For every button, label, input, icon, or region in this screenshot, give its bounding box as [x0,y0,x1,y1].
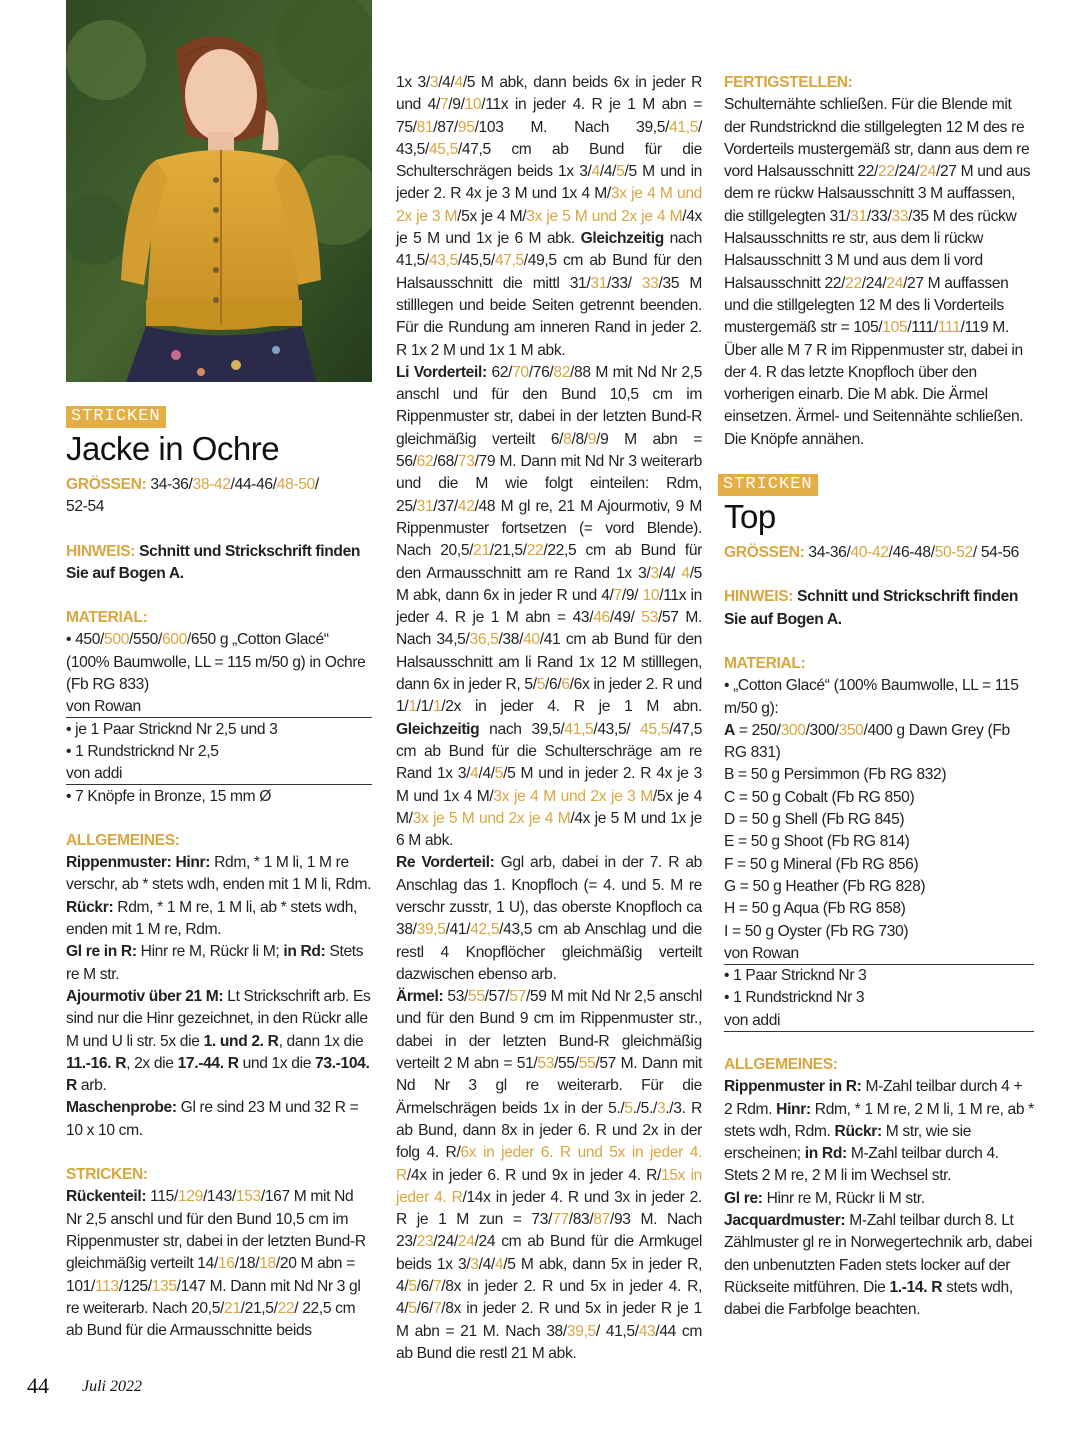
allgemeines-text-jacke: Rippenmuster: Hinr: Rdm, * 1 M li, 1 M re verschr, ab * stets wdh, enden mit 1 M li, Rdm. Rückr: Rdm, * 1 M re, 1 M li, ab * stets wdh, enden mit 1 M re, Rdm. Gl re in R: Hinr re M, Rückr li M; in Rd: Stets re M str. Ajourmotiv über 21 M: Lt Strickschrift arb. Es sind nur die Hinr gezeichnet, in den Rückr alle M und U li str. 5x die 1. und 2. R, dann 1x die 11.-16. R, 2x die 17.-44. R und 1x die 73.-104. R arb. Maschenprobe: Gl re sind 23 M und 32 R = 10 x 10 cm. [66,854,372,1139]
buttons-jacke: • 7 Knöpfe in Bronze, 15 mm Ø [66,787,272,805]
column-middle [396,72,702,1365]
sizes-jacke: GRÖSSEN: 34-36/38-42/44-46/48-50/ 52-54 [66,476,319,516]
color-a-top: A = 250/300/300/350/400 g Dawn Grey (Fb RG 831) [724,721,1010,762]
yarn-intro-top: • „Cotton Glacé“ (100% Baumwolle, LL = 115 m/50 g): [724,677,1019,717]
allgemeines-heading-top: ALLGEMEINES: [724,1055,838,1073]
needle-1-jacke: • je 1 Paar Stricknd Nr 2,5 und 3 [66,720,278,738]
color-e-top: E = 50 g Shoot (Fb RG 814) [724,833,910,851]
column-right [724,72,1034,1322]
color-h-top: H = 50 g Aqua (Fb RG 858) [724,900,906,918]
material-text-jacke: • 450/500/550/600/650 g „Cotton Glacé“ (100% Baumwolle, LL = 115 m/50 g) in Ochre (Fb RG 833) [66,631,366,694]
hinweis-jacke: HINWEIS: Schnitt und Strickschrift finden Sie auf Bogen A. [66,542,361,582]
rueckenteil-text: Rückenteil: 115/129/143/153/167 M mit Nd Nr 2,5 anschl und für den Bund 10,5 cm im Rippenmuster str, dabei in der letzten Bund-R gleichmäßig verteilt 14/16/18/18/20 M abn = 101/113/125/135/147 M. Dann mit Nd Nr 3 gl re weiterarb. Nach 20,5/21/21,5/22/ 22,5 cm ab Bund für die Armausschnitte beids [66,1188,366,1340]
aermel-text: Ärmel: 53/55/57/57/59 M mit Nd Nr 2,5 anschl und für den Bund 9 cm im Rippenmuster str., dabei in der letzten Bund-R gleichmäßig verteilt 2 M abn = 51/53/55/55/57 M. Dann mit Nd Nr 3 gl re weiterarb. Für die Ärmelschrägen beids 1x in der 5./5./5./3./3. R ab Bund, dann 8x in jeder 6. R und 2x in der folg 4. R/6x in jeder 6. R und 5x in jeder 4. R/4x in jeder 6. R und 9x in jeder 4. R/15x in jeder 4. R/14x in jeder 4. R und 3x in jeder 2. R je 1 M zun = 73/77/83/87/93 M. Nach 23/23/24/24/24 cm ab Bund für die Armkugel beids 1x 3/3/4/4/5 M abk, dann 5x in jeder R, 4/5/6/7/8x in jeder 2. R und 5x in jeder 4. R, 4/5/6/7/8x in jeder 2. R und 5x in jeder R je 1 M abn = 21 M. Nach 38/39,5/ 41,5/43/44 cm ab Bund die restl 21 M abk. [396,988,703,1362]
allgemeines-heading-jacke: ALLGEMEINES: [66,831,180,849]
color-i-top: I = 50 g Oyster (Fb RG 730) [724,922,909,940]
re-vorderteil-text: Re Vorderteil: Ggl arb, dabei in der 7. R ab Anschlag das 1. Knopfloch (= 4. und 5. M re verschr zusstr, 1 U), das oberste Knopfloch ca 38/39,5/41/42,5/43,5 cm ab Anschlag und die restl 4 Knopflöcher gleichmäßig verteilt dazwischen ebenso arb. [396,854,702,983]
color-c-top: C = 50 g Cobalt (Fb RG 850) [724,788,915,806]
title-jacke: Jacke in Ochre [66,430,280,467]
fertigstellen-heading: FERTIGSTELLEN: [724,74,853,91]
needle-2-top: • 1 Rundstricknd Nr 3 [724,989,865,1007]
page-number: 44 [27,1373,49,1398]
supplier-rowan-jacke: von Rowan [66,696,372,718]
hinweis-top: HINWEIS: Schnitt und Strickschrift finden Sie auf Bogen A. [724,588,1019,628]
column-left [66,405,372,1342]
issue-date: Juli 2022 [82,1378,142,1395]
color-f-top: F = 50 g Mineral (Fb RG 856) [724,855,919,873]
title-top: Top [724,498,776,536]
color-g-top: G = 50 g Heather (Fb RG 828) [724,877,926,895]
li-vorderteil-text: Li Vorderteil: 62/70/76/82/88 M mit Nd Nr 2,5 anschl und für den Bund 10,5 cm im Rippenmuster str, dabei in der letzten Bund-R gleichmäßig verteilt 6/8/8/9/9 M abn = 56/62/68/73/79 M. Dann mit Nd Nr 3 weiterarb und die M wie folgt einteilen: Rdm, 25/31/37/42/48 M gl re, 21 M Ajourmotiv, 9 M Rippenmuster fortsetzen (= vord Blende). Nach 20,5/21/21,5/22/22,5 cm ab Bund für den Armausschnitt am re Rand 1x 3/3/4/ 4/5 M abk, dann 6x in jeder R und 4/7/9/ 10/11x in jeder 4. R je 1 M abn = 43/46/49/ 53/57 M. Nach 34,5/36,5/38/40/41 cm ab Bund für den Halsausschnitt am li Rand 1x 12 M stilllegen, dann 6x in jeder R, 5/5/6/6/6x in jeder 2. R und 1/1/1/1/2x in jeder 4. R je 1 M abn. Gleichzeitig nach 39,5/41,5/43,5/ 45,5/47,5 cm ab Bund für die Schulterschräge am re Rand 1x 3/4/4/5/5 M und in jeder 2. R 4x je 3 M und 1x 4 M/3x je 4 M und 2x je 3 M/5x je 4 M/3x je 5 M und 2x je 4 M/4x je 5 M und 1x je 6 M abk. [396,363,703,850]
color-d-top: D = 50 g Shell (Fb RG 845) [724,811,905,829]
supplier-addi-jacke: von addi [66,763,372,785]
needle-2-jacke: • 1 Rundstricknd Nr 2,5 [66,742,219,760]
fertigstellen-text: Schulternähte schließen. Für die Blende mit der Rundstricknd die stillgelegten 12 M des re Vorderteils mustergemäß str, dann aus dem re vord Halsausschnitt 22/22/24/24/27 M und aus dem re rückw Halsausschnitt 3 M auffassen, die stillgelegten 31/31/33/33/35 M des rückw Halsausschnitts re str, aus dem li rückw Halsausschnitt 3 M und aus dem li vord Halsausschnitt 22/22/24/24/27 M auffassen und die stillgelegten 12 M des li Vorderteils mustergemäß str = 105/105/111/111/119 M. Über alle M 7 R im Rippenmuster str, dabei in der 4. R das letzte Knopfloch über den vorherigen einarb. Die M abk. Die Ärmel einsetzen. Ärmel- und Seitennähte schließen. Die Knöpfe annähen. [724,96,1031,448]
needle-1-top: • 1 Paar Stricknd Nr 3 [724,967,867,985]
supplier-addi-top: von addi [724,1010,1034,1032]
allgemeines-text-top: Rippenmuster in R: M-Zahl teilbar durch 4 + 2 Rdm. Hinr: Rdm, * 1 M re, 2 M li, 1 M re, ab * stets wdh, Rdm. Rückr: M str, wie sie erscheinen; in Rd: M-Zahl teilbar durch 4. Stets 2 M re, 2 M li im Wechsel str. Gl re: Hinr re M, Rückr li M str. Jacquardmuster: M-Zahl teilbar durch 8. Lt Zählmuster gl re in Norwegertechnik arb, dabei den unbenutzten Faden stets locker auf der Rückseite mitführen. Die 1.-14. R stets wdh, dabei die Farbfolge beachten. [724,1078,1034,1319]
material-heading-jacke: MATERIAL: [66,609,148,627]
section-tag-jacke: STRICKEN [66,406,166,428]
section-tag-top: STRICKEN [718,474,818,496]
sizes-top: GRÖSSEN: 34-36/40-42/46-48/50-52/ 54-56 [724,544,1019,562]
photo-illustration [66,0,372,382]
model-photo [66,0,372,382]
stricken-heading-jacke: STRICKEN: [66,1166,148,1184]
rueckenteil-continued: 1x 3/3/4/4/5 M abk, dann beids 6x in jeder R und 4/7/9/10/11x in jeder 4. R je 1 M abn = 75/81/87/95/103 M. Nach 39,5/41,5/ 43,5/45,5/47,5 cm ab Bund für die Schulterschrägen beids 1x 3/4/4/5/5 M und in jeder 2. R 4x je 3 M und 1x 4 M/3x je 4 M und 2x je 3 M/5x je 4 M/3x je 5 M und 2x je 4 M/4x je 5 M und 1x je 6 M abk. Gleichzeitig nach 41,5/43,5/45,5/47,5/49,5 cm ab Bund für den Halsausschnitt die mittl 31/31/33/ 33/35 M stilllegen und beide Seiten getrennt beenden. Für die Rundung am inneren Rand in jeder 2. R 1x 2 M und 1x 1 M abk. [396,74,703,359]
color-b-top: B = 50 g Persimmon (Fb RG 832) [724,766,947,784]
supplier-rowan-top: von Rowan [724,943,1034,965]
material-heading-top: MATERIAL: [724,654,806,672]
